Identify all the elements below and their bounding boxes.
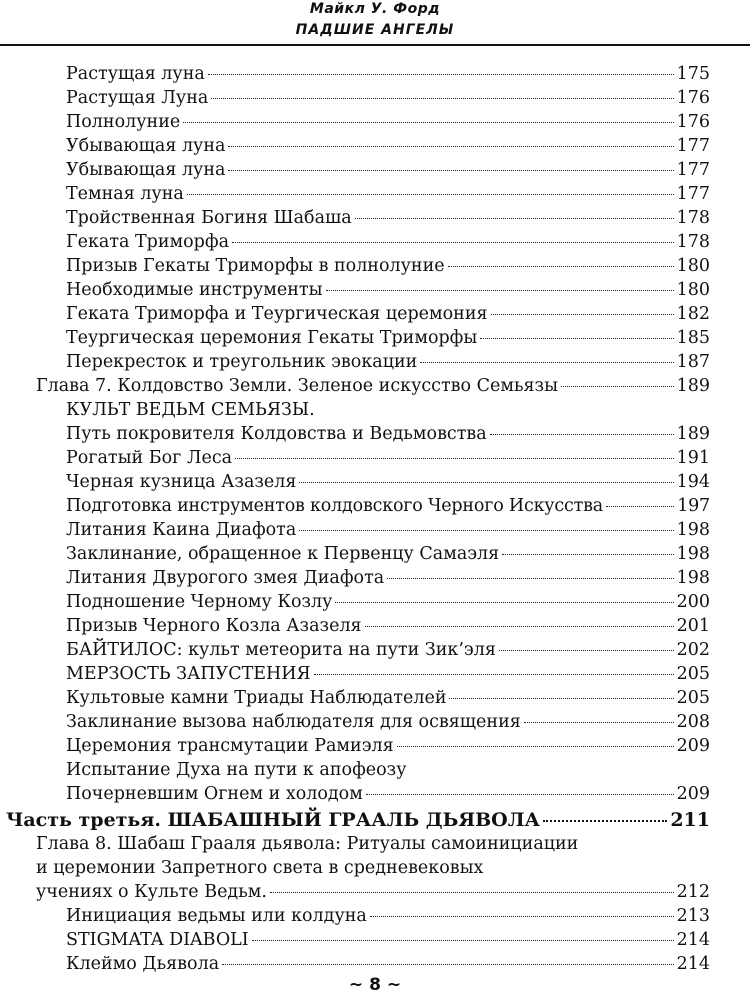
toc-entry-page: 176	[676, 88, 710, 108]
toc-entry-page: 177	[676, 184, 710, 204]
toc-entry-title: КУЛЬТ ВЕДЬМ СЕМЬЯЗЫ.	[66, 400, 315, 420]
toc-entry[interactable]	[66, 302, 710, 326]
toc-entry-title: Испытание Духа на пути к апофеозу	[66, 760, 407, 780]
toc-entry[interactable]	[66, 158, 710, 182]
toc-entry[interactable]	[66, 614, 710, 638]
running-head-title: ПАДШИЕ АНГЕЛЫ	[295, 22, 455, 38]
toc-entry-title: Рогатый Бог Леса	[66, 448, 233, 468]
toc-entry-line[interactable]	[66, 758, 710, 782]
toc-entry[interactable]	[66, 254, 710, 278]
toc-entry[interactable]	[66, 782, 710, 806]
toc-entry-title: Заклинание, обращенное к Первенцу Самаэля	[66, 544, 500, 564]
toc-entry-title: Черная кузница Азазеля	[66, 472, 297, 492]
toc-entry-page: 178	[676, 232, 710, 252]
toc-entry-page: 180	[676, 256, 710, 276]
toc-entry[interactable]	[66, 710, 710, 734]
toc-entry-title: Инициация ведьмы или колдуна	[66, 906, 367, 926]
toc-leader-dots	[397, 746, 674, 747]
toc-entry-page: 194	[676, 472, 710, 492]
toc-entry-title: Темная луна	[66, 184, 184, 204]
toc-entry[interactable]	[66, 350, 710, 374]
toc-entry[interactable]	[66, 590, 710, 614]
toc-entry-title: Призыв Гекаты Триморфы в полнолуние	[66, 256, 445, 276]
toc-entry-page: 182	[676, 304, 710, 324]
toc-entry[interactable]	[66, 638, 710, 662]
toc-leader-dots	[299, 482, 673, 483]
toc-entry-title: Убывающая луна	[66, 160, 226, 180]
toc-leader-dots	[232, 242, 674, 243]
toc-entry-title: STIGMATA DIABOLI	[66, 930, 249, 950]
toc-entry[interactable]	[66, 542, 710, 566]
toc-entry-page: 180	[676, 280, 710, 300]
toc-leader-dots	[606, 506, 674, 507]
toc-entry-title: Глава 8. Шабаш Грааля дьявола: Ритуалы самоинициации	[36, 834, 579, 854]
toc-leader-dots	[299, 530, 673, 531]
toc-chapter-entry-line[interactable]	[36, 832, 710, 856]
toc-entry-page: 209	[676, 784, 710, 804]
toc-entry-page: 178	[676, 208, 710, 228]
toc-entry-page: 214	[676, 954, 710, 974]
toc-subheading	[66, 398, 710, 422]
toc-entry-title: Геката Триморфа	[66, 232, 230, 252]
toc-entry-title: и церемонии Запретного света в средневековых	[36, 858, 484, 878]
toc-entry[interactable]	[66, 110, 710, 134]
toc-leader-dots	[235, 458, 674, 459]
toc-entry-page: 189	[676, 424, 710, 444]
toc-entry[interactable]	[66, 134, 710, 158]
toc-entry-title: Подготовка инструментов колдовского Черного Искусства	[66, 496, 603, 516]
toc-entry[interactable]	[66, 952, 710, 976]
toc-entry-page: 211	[670, 809, 710, 831]
toc-entry[interactable]	[66, 86, 710, 110]
running-head	[0, 0, 750, 46]
toc-leader-dots	[228, 170, 673, 171]
toc-entry-title: Теургическая церемония Гекаты Триморфы	[66, 328, 478, 348]
toc-entry-title: Тройственная Богиня Шабаша	[66, 208, 352, 228]
toc-chapter-entry[interactable]	[36, 880, 710, 904]
toc-entry[interactable]	[66, 686, 710, 710]
toc-leader-dots	[222, 964, 673, 965]
toc-entry-title: Культовые камни Триады Наблюдателей	[66, 688, 447, 708]
toc-entry-title: Церемония трансмутации Рамиэля	[66, 736, 394, 756]
toc-leader-dots	[326, 290, 674, 291]
toc-leader-dots	[183, 122, 673, 123]
toc-leader-dots	[502, 554, 673, 555]
toc-part-entry[interactable]	[6, 808, 710, 832]
toc-leader-dots	[480, 338, 673, 339]
toc-entry-page: 198	[676, 520, 710, 540]
toc-entry[interactable]	[66, 62, 710, 86]
toc-entry-page: 212	[676, 882, 710, 902]
toc-entry-title: Убывающая луна	[66, 136, 226, 156]
toc-entry[interactable]	[66, 518, 710, 542]
toc-leader-dots	[543, 820, 667, 822]
toc-chapter-entry-line[interactable]	[36, 856, 710, 880]
toc-chapter-entry[interactable]	[36, 374, 710, 398]
toc-leader-dots	[448, 266, 674, 267]
toc-leader-dots	[270, 892, 674, 893]
toc-entry[interactable]	[66, 206, 710, 230]
toc-entry-page: 197	[677, 496, 710, 516]
toc-entry-title: Литания Двурогого змея Диафота	[66, 568, 385, 588]
toc-entry[interactable]	[66, 662, 710, 686]
toc-leader-dots	[490, 434, 674, 435]
toc-entry[interactable]	[66, 928, 710, 952]
toc-leader-dots	[208, 74, 674, 75]
toc-entry-title: Почерневшим Огнем и холодом	[66, 784, 363, 804]
toc-leader-dots	[314, 674, 674, 675]
toc-entry[interactable]	[66, 904, 710, 928]
toc-leader-dots	[524, 722, 674, 723]
toc-entry-title: МЕРЗОСТЬ ЗАПУСТЕНИЯ	[66, 664, 311, 684]
toc-leader-dots	[252, 940, 674, 941]
toc-entry-title: Часть третья. ШАБАШНЫЙ ГРААЛЬ ДЬЯВОЛА	[6, 809, 540, 831]
toc-entry[interactable]	[66, 566, 710, 590]
toc-leader-dots	[365, 626, 674, 627]
toc-leader-dots	[561, 386, 674, 387]
toc-leader-dots	[366, 794, 674, 795]
toc-entry-title: Геката Триморфа и Теургическая церемония	[66, 304, 488, 324]
toc-entry-title: Перекресток и треугольник эвокации	[66, 352, 418, 372]
toc-entry[interactable]	[66, 182, 710, 206]
toc-leader-dots	[499, 650, 674, 651]
toc-entry-title: Подношение Черному Козлу	[66, 592, 333, 612]
toc-leader-dots	[355, 218, 674, 219]
toc-leader-dots	[491, 314, 674, 315]
toc-entry-title: Литания Каина Диафота	[66, 520, 297, 540]
toc-entry[interactable]	[66, 494, 710, 518]
toc-leader-dots	[420, 362, 673, 363]
toc-entry-page: 177	[676, 160, 710, 180]
toc-entry-title: Растущая луна	[66, 64, 205, 84]
toc-entry-page: 200	[676, 592, 710, 612]
toc-leader-dots	[449, 698, 673, 699]
toc-entry-title: БАЙТИЛОС: культ метеорита на пути Зик’эля	[66, 640, 496, 660]
toc-entry[interactable]	[66, 230, 710, 254]
toc-entry-page: 202	[676, 640, 710, 660]
toc-leader-dots	[335, 602, 673, 603]
toc-leader-dots	[187, 194, 674, 195]
toc-entry[interactable]	[66, 470, 710, 494]
toc-entry-page: 198	[676, 568, 710, 588]
toc-leader-dots	[211, 98, 673, 99]
toc-entry-page: 213	[676, 906, 710, 926]
toc-entry-title: Необходимые инструменты	[66, 280, 323, 300]
toc-entry-page: 201	[676, 616, 710, 636]
toc-entry-page: 187	[676, 352, 710, 372]
toc-leader-dots	[370, 916, 674, 917]
toc-leader-dots	[387, 578, 673, 579]
toc-entry-title: Растущая Луна	[66, 88, 209, 108]
running-head-author: Майкл У. Форд	[309, 1, 441, 17]
toc-entry-page: 214	[676, 930, 710, 950]
toc-entry[interactable]	[66, 278, 710, 302]
toc-entry[interactable]	[66, 326, 710, 350]
toc-entry-title: Путь покровителя Колдовства и Ведьмовства	[66, 424, 487, 444]
toc-entry-page: 198	[676, 544, 710, 564]
page-number-footer: ~ 8 ~	[348, 975, 402, 995]
toc-entry-page: 189	[676, 376, 710, 396]
toc-leader-dots	[228, 146, 673, 147]
toc-entry-page: 177	[676, 136, 710, 156]
toc-entry-title: Полнолуние	[66, 112, 181, 132]
toc-entry[interactable]	[66, 422, 710, 446]
toc-entry[interactable]	[66, 734, 710, 758]
toc-entry-page: 176	[676, 112, 710, 132]
toc-entry-title: Призыв Черного Козла Азазеля	[66, 616, 362, 636]
toc-entry-page: 205	[676, 688, 710, 708]
toc-entry-page: 208	[676, 712, 710, 732]
toc-entry-page: 209	[676, 736, 710, 756]
toc-entry-page: 191	[676, 448, 710, 468]
toc-entry-page: 205	[676, 664, 710, 684]
toc-entry[interactable]	[66, 446, 710, 470]
toc-entry-title: Глава 7. Колдовство Земли. Зеленое искусство Семьязы	[36, 376, 559, 396]
toc-entry-title: учениях о Культе Ведьм.	[36, 882, 267, 902]
toc-entry-page: 175	[676, 64, 710, 84]
toc-entry-page: 185	[676, 328, 710, 348]
toc-entry-title: Заклинание вызова наблюдателя для освящения	[66, 712, 521, 732]
toc-entry-title: Клеймо Дьявола	[66, 954, 220, 974]
